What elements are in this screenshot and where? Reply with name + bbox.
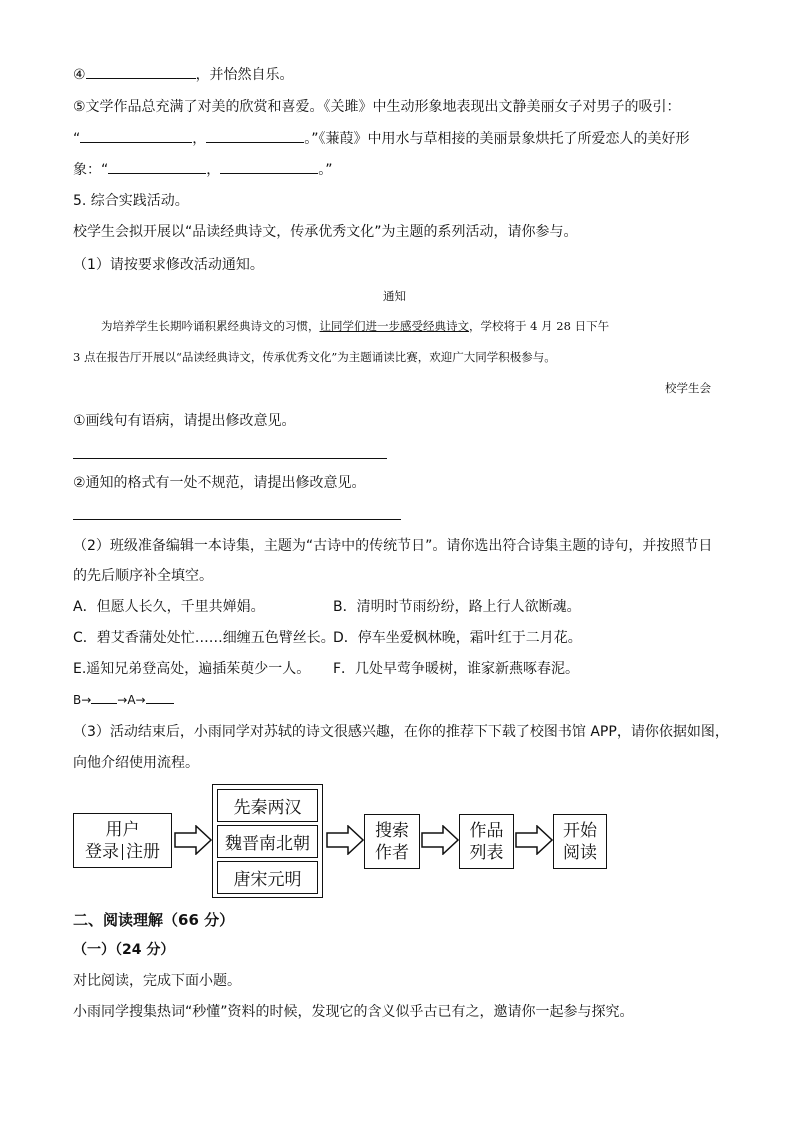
notice-l1-post: ，学校将于 4 月 28 日下午 (469, 319, 610, 333)
answer-blank[interactable] (80, 128, 192, 143)
q5-part3-l2: 向他介绍使用流程。 (73, 755, 199, 771)
answer-blank[interactable] (91, 692, 117, 704)
circled-4: ④ (73, 67, 86, 83)
flow-search-l1: 搜索 (375, 820, 409, 841)
arrow-icon (515, 825, 553, 855)
divider (122, 844, 123, 860)
section2-line-1: 对比阅读，完成下面小题。 (73, 973, 241, 989)
notice-heading: 通知 (383, 289, 406, 303)
flow-search-box (364, 814, 420, 869)
arrow-icon (174, 825, 212, 855)
q5-sub1: ①画线句有语病，请提出修改意见。 (73, 413, 296, 429)
answer-blank[interactable] (108, 159, 206, 174)
q4-l4-pre: 象：“ (73, 162, 109, 178)
flow-read-box (553, 814, 607, 869)
answer-blank[interactable] (220, 159, 318, 174)
comma: ， (206, 162, 221, 178)
seq-b: B→ (73, 693, 92, 707)
option-e: E.遥知兄弟登高处，遍插茱萸少一人。 (73, 661, 311, 677)
sequence-fill (73, 690, 174, 710)
notice-line-1 (101, 318, 609, 334)
q5-part2-l2: 的先后顺序补全填空。 (73, 568, 213, 584)
q4-l1-suffix: ，并怡然自乐。 (195, 67, 294, 83)
q5-part2-l1: （2）班级准备编辑一本诗集，主题为“古诗中的传统节日”。请你选出符合诗集主题的诗句，并按照节日 (73, 538, 713, 554)
section2-title: 二、阅读理解（66 分） (73, 911, 235, 929)
q4-line-1 (73, 64, 294, 85)
q4-l4-end: 。” (318, 162, 333, 178)
arrow-icon (326, 825, 364, 855)
q5-part3-l1: （3）活动结束后，小雨同学对苏轼的诗文很感兴趣，在你的推荐下下载了校图书馆 APP，请你依据如图， (73, 724, 729, 740)
q5-part1: （1）请按要求修改活动通知。 (73, 257, 264, 273)
answer-blank[interactable] (206, 128, 304, 143)
q5-sub2: ②通知的格式有一处不规范，请提出修改意见。 (73, 475, 366, 491)
quote-open: “ (73, 131, 81, 147)
comma: ， (192, 131, 207, 147)
q4-l3-mid: 。”《蒹葭》中用水与草相接的美丽景象烘托了所爱恋人的美好形 (304, 131, 690, 147)
option-b: B．清明时节雨纷纷，路上行人欲断魂。 (333, 599, 581, 615)
option-d: D．停车坐爱枫林晚，霜叶红于二月花。 (333, 630, 582, 646)
flow-user-box (73, 813, 172, 868)
notice-l1-pre: 为培养学生长期吟诵积累经典诗文的习惯， (101, 319, 320, 333)
flow-search-l2: 作者 (375, 842, 409, 863)
answer-blank[interactable] (146, 692, 174, 704)
q4-line-4 (73, 159, 333, 180)
answer-line[interactable] (73, 458, 387, 459)
q4-line-2: ⑤文学作品总充满了对美的欣赏和喜爱。《关雎》中生动形象地表现出文静美丽女子对男子的吸引： (73, 99, 681, 115)
flow-works-l2: 列表 (469, 842, 504, 863)
notice-underlined-sentence: 让同学们进一步感受经典诗文 (319, 319, 469, 333)
option-a: A．但愿人长久，千里共婵娟。 (73, 599, 265, 615)
answer-line[interactable] (73, 519, 401, 520)
flow-era-2: 魏晋南北朝 (217, 825, 318, 858)
option-c: C．碧艾香蒲处处忙……细缠五色臂丝长。 (73, 630, 335, 646)
flow-login: 登录 (85, 841, 119, 862)
q5-title: 5. 综合实践活动。 (73, 193, 189, 209)
flow-works-l1: 作品 (469, 820, 504, 841)
arrow-icon (421, 825, 459, 855)
flow-read-l2: 阅读 (563, 842, 597, 863)
notice-signature: 校学生会 (665, 381, 711, 395)
flow-register: 注册 (126, 841, 160, 862)
section2-subtitle: （一）（24 分） (73, 942, 175, 958)
answer-blank[interactable] (86, 64, 196, 79)
flow-login-register (85, 841, 160, 863)
q4-line-3 (73, 128, 690, 149)
section2-line-2: 小雨同学搜集热词“秒懂”资料的时候，发现它的含义似乎古已有之，邀请你一起参与探究。 (73, 1004, 634, 1020)
flow-read-l1: 开始 (563, 820, 597, 841)
flow-works-box (459, 814, 514, 869)
option-f: F．几处早莺争暖树，谁家新燕啄春泥。 (333, 661, 580, 677)
q5-intro: 校学生会拟开展以“品读经典诗文，传承优秀文化”为主题的系列活动，请你参与。 (73, 224, 578, 240)
seq-arrow: →A→ (117, 693, 146, 707)
flow-user-label: 用户 (105, 819, 140, 840)
flow-era-3: 唐宋元明 (217, 861, 318, 894)
flow-era-1: 先秦两汉 (217, 789, 318, 822)
notice-line-2: 3 点在报告厅开展以“品读经典诗文，传承优秀文化”为主题诵读比赛，欢迎广大同学积极参与。 (73, 350, 556, 364)
